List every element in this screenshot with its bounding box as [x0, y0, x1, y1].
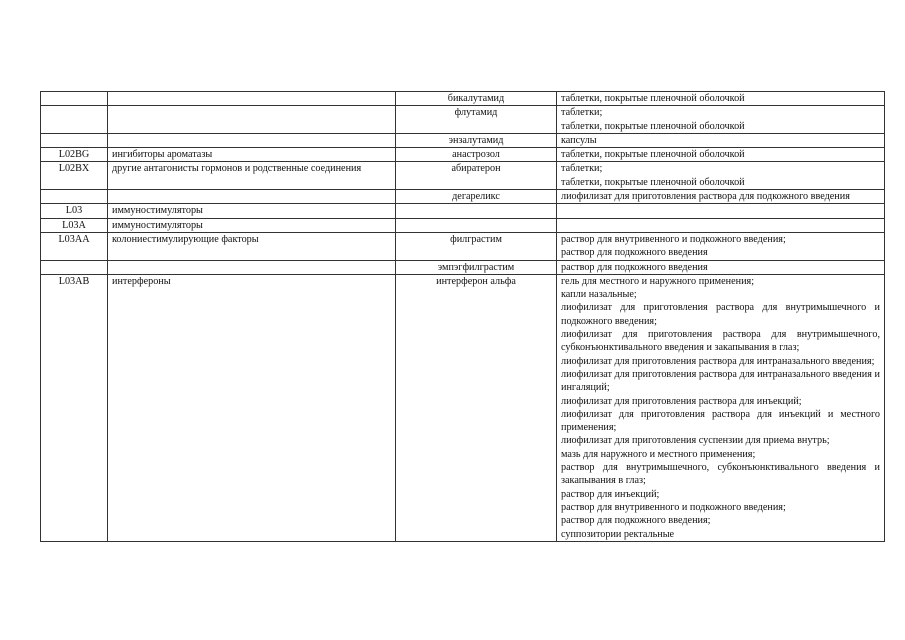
- group-name-cell: [108, 106, 396, 134]
- dosage-form-cell: [557, 204, 885, 218]
- dosage-form-cell: [557, 148, 885, 162]
- inn-cell: абиратерон: [396, 162, 557, 190]
- atc-code-cell: L03AA: [41, 232, 108, 260]
- dosage-form-line: лиофилизат для приготовления раствора для интраназального введения и ингаляций;: [561, 368, 880, 394]
- dosage-form-line: гель для местного и наружного применения;: [561, 275, 755, 287]
- inn-cell: [396, 204, 557, 218]
- atc-code-cell: L03AB: [41, 274, 108, 541]
- dosage-form-line: таблетки, покрытые пленочной оболочкой: [561, 149, 745, 161]
- drug-table: [40, 91, 885, 542]
- dosage-form-line: лиофилизат для приготовления раствора для внутримышечного, субконъюнктивального введения и закапывания в глаз;: [561, 329, 880, 354]
- dosage-form-cell: [557, 232, 885, 260]
- dosage-form-line: раствор для подкожного введения;: [561, 515, 711, 527]
- table-row: [41, 162, 885, 190]
- group-name-cell: [108, 133, 396, 147]
- inn-cell: энзалутамид: [396, 133, 557, 147]
- dosage-form-line: мазь для наружного и местного применения;: [561, 448, 756, 460]
- dosage-form-line: лиофилизат для приготовления суспензии для приема внутрь;: [561, 435, 830, 447]
- atc-code-cell: [41, 106, 108, 134]
- dosage-form-line: таблетки, покрытые пленочной оболочкой: [561, 120, 745, 132]
- table-row: [41, 218, 885, 232]
- dosage-form-line: раствор для внутривенного и подкожного введения;: [561, 501, 786, 513]
- dosage-form-line: раствор для внутримышечного, субконъюнктивального введения и закапывания в глаз;: [561, 462, 880, 487]
- dosage-form-cell: [557, 162, 885, 190]
- dosage-form-cell: [557, 190, 885, 204]
- inn-cell: [396, 218, 557, 232]
- group-name-cell: [108, 92, 396, 106]
- dosage-form-line: капли назальные;: [561, 289, 637, 301]
- dosage-form-cell: [557, 260, 885, 274]
- atc-code-cell: [41, 260, 108, 274]
- dosage-form-line: таблетки;: [561, 107, 603, 119]
- dosage-form-line: суппозитории ректальные: [561, 528, 675, 540]
- dosage-form-line: таблетки, покрытые пленочной оболочкой: [561, 176, 745, 188]
- table-row: [41, 274, 885, 541]
- group-name-cell: иммуностимуляторы: [108, 204, 396, 218]
- dosage-form-cell: [557, 92, 885, 106]
- atc-code-cell: [41, 190, 108, 204]
- table-row: [41, 106, 885, 134]
- inn-cell: дегареликс: [396, 190, 557, 204]
- atc-code-cell: L02BG: [41, 148, 108, 162]
- dosage-form-cell: [557, 106, 885, 134]
- atc-code-cell: L03A: [41, 218, 108, 232]
- table-row: [41, 133, 885, 147]
- dosage-form-line: лиофилизат для приготовления раствора для инъекций;: [561, 395, 802, 407]
- inn-cell: филграстим: [396, 232, 557, 260]
- inn-cell: анастрозол: [396, 148, 557, 162]
- table-row: [41, 232, 885, 260]
- dosage-form-line: таблетки, покрытые пленочной оболочкой: [561, 93, 745, 104]
- inn-cell: флутамид: [396, 106, 557, 134]
- table-row: [41, 148, 885, 162]
- inn-cell: бикалутамид: [396, 92, 557, 106]
- group-name-cell: интерфероны: [108, 274, 396, 541]
- dosage-form-line: раствор для подкожного введения: [561, 261, 708, 273]
- dosage-form-line: лиофилизат для приготовления раствора для интраназального введения;: [561, 355, 875, 367]
- dosage-form-line: раствор для подкожного введения: [561, 247, 708, 259]
- group-name-cell: [108, 260, 396, 274]
- atc-code-cell: L03: [41, 204, 108, 218]
- drug-table-body: [41, 92, 885, 542]
- atc-code-cell: L02BX: [41, 162, 108, 190]
- dosage-form-line: лиофилизат для приготовления раствора для подкожного введения: [561, 191, 850, 203]
- inn-cell: интерферон альфа: [396, 274, 557, 541]
- dosage-form-line: лиофилизат для приготовления раствора для инъекций и местного применения;: [561, 408, 880, 434]
- dosage-form-cell: [557, 133, 885, 147]
- group-name-cell: [108, 190, 396, 204]
- dosage-form-line: лиофилизат для приготовления раствора для внутримышечного и подкожного введения;: [561, 302, 880, 327]
- table-row: [41, 260, 885, 274]
- dosage-form-line: таблетки;: [561, 163, 603, 175]
- table-row: [41, 92, 885, 106]
- dosage-form-line: раствор для внутривенного и подкожного введения;: [561, 233, 786, 245]
- dosage-form-cell: [557, 274, 885, 541]
- dosage-form-line: капсулы: [561, 134, 597, 146]
- inn-cell: эмпэгфилграстим: [396, 260, 557, 274]
- group-name-cell: другие антагонисты гормонов и родственные соединения: [108, 162, 396, 190]
- group-name-cell: колониестимулирующие факторы: [108, 232, 396, 260]
- group-name-cell: ингибиторы ароматазы: [108, 148, 396, 162]
- atc-code-cell: [41, 92, 108, 106]
- dosage-form-line: раствор для инъекций;: [561, 488, 660, 500]
- table-row: [41, 190, 885, 204]
- table-row: [41, 204, 885, 218]
- group-name-cell: иммуностимуляторы: [108, 218, 396, 232]
- atc-code-cell: [41, 133, 108, 147]
- dosage-form-cell: [557, 218, 885, 232]
